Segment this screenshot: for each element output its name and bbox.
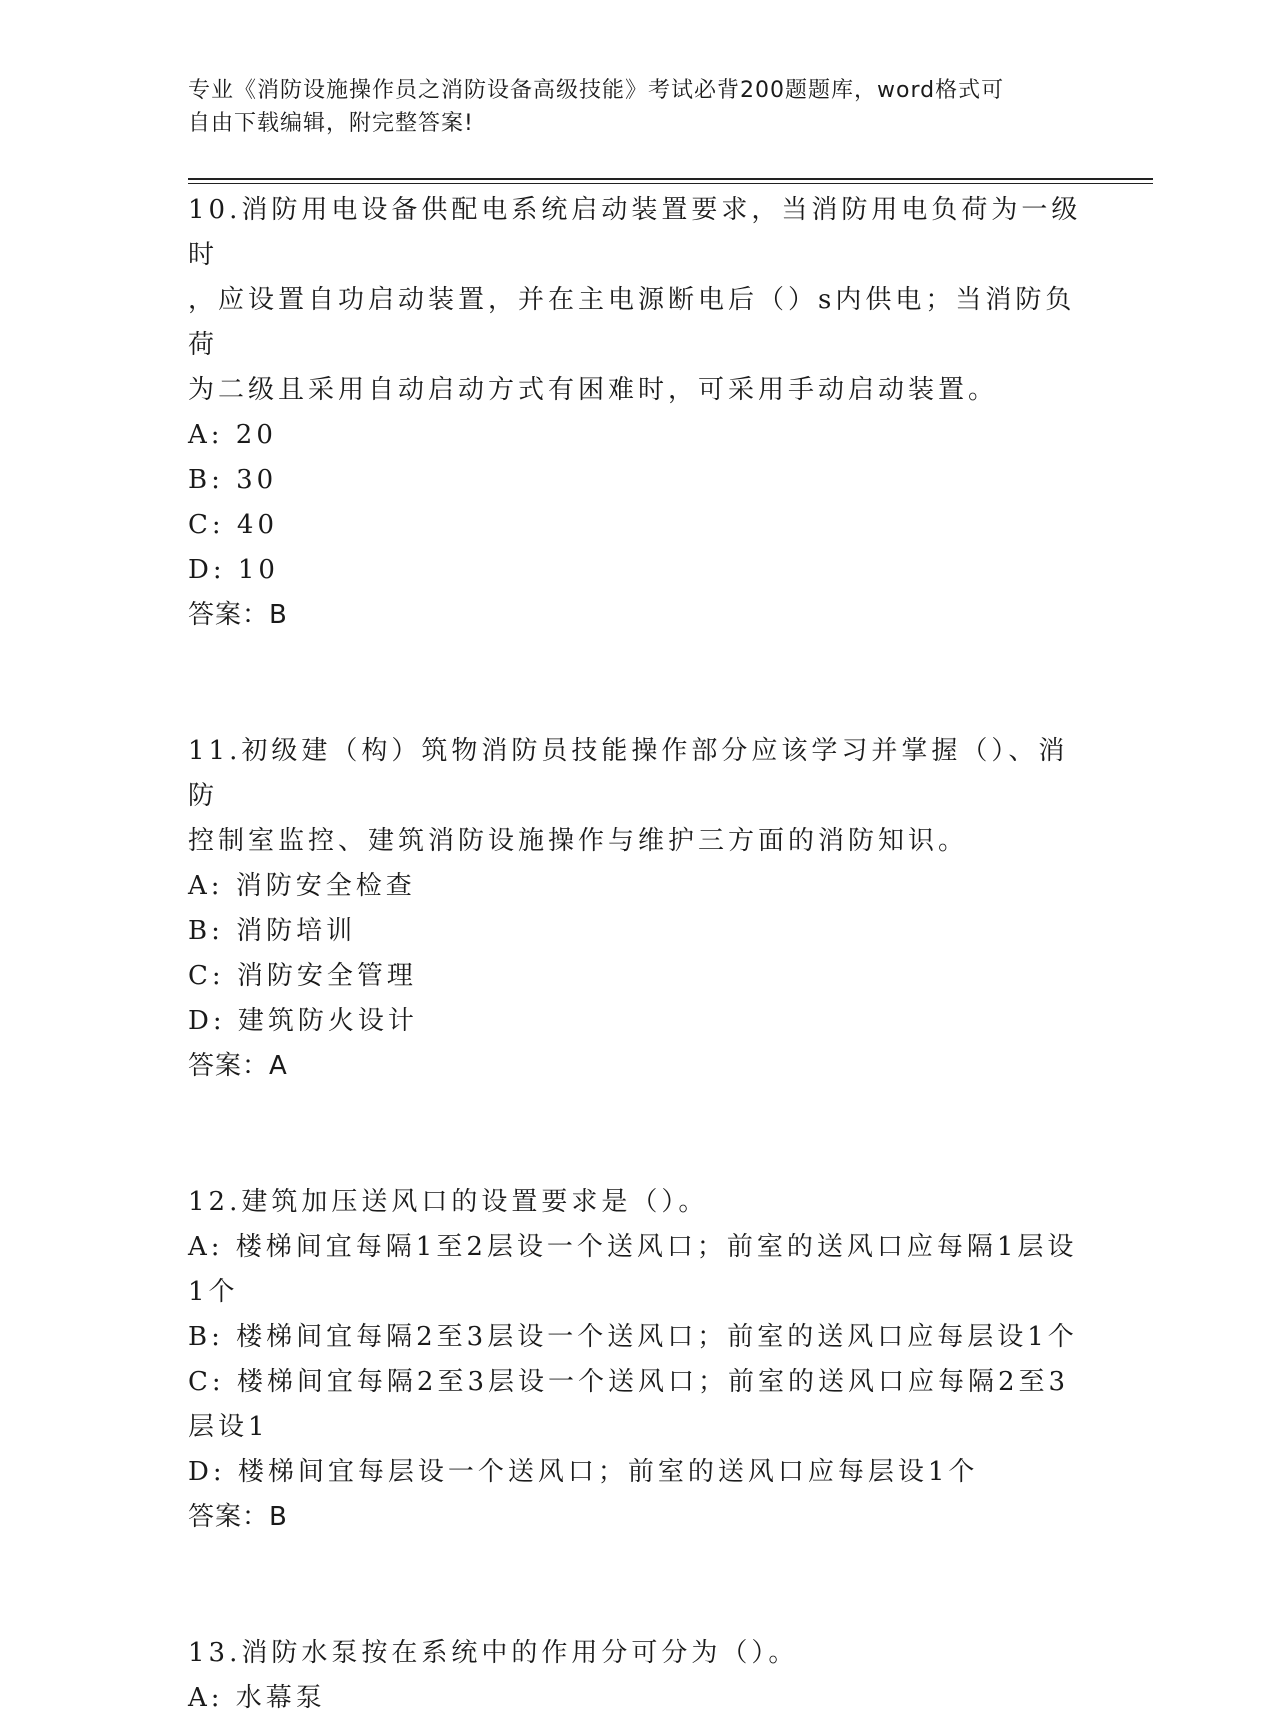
option-c: C: 消防安全管理 xyxy=(188,961,417,991)
question-text-line: 控制室监控、建筑消防设施操作与维护三方面的消防知识。 xyxy=(188,826,969,856)
question-text-line: 11.初级建（构）筑物消防员技能操作部分应该学习并掌握（）、消防 xyxy=(188,736,1069,811)
question-list xyxy=(188,188,1088,1721)
option-a-continued: 1个 xyxy=(188,1277,239,1307)
answer: 答案：B xyxy=(188,1502,288,1532)
answer: 答案：A xyxy=(188,1051,288,1081)
header-line-1: 专业《消防设施操作员之消防设备高级技能》考试必背200题题库，word格式可 xyxy=(188,78,1005,103)
question-text-line: 10.消防用电设备供配电系统启动装置要求，当消防用电负荷为一级时 xyxy=(188,195,1082,270)
option-a: A: 20 xyxy=(188,420,277,450)
question-spacer xyxy=(188,1089,1088,1180)
option-a: A: 消防安全检查 xyxy=(188,871,416,901)
question-11 xyxy=(188,729,1088,1089)
option-d: D: 建筑防火设计 xyxy=(188,1006,418,1036)
option-c-continued: 层设1 xyxy=(188,1412,269,1442)
option-b: B: 楼梯间宜每隔2至3层设一个送风口；前室的送风口应每层设1个 xyxy=(188,1322,1078,1352)
option-a: A: 楼梯间宜每隔1至2层设一个送风口；前室的送风口应每隔1层设 xyxy=(188,1232,1078,1262)
option-a: A: 水幕泵 xyxy=(188,1683,326,1713)
answer: 答案：B xyxy=(188,600,288,630)
question-spacer xyxy=(188,1540,1088,1631)
question-text-line: ，应设置自功启动装置，并在主电源断电后（）s内供电；当消防负荷 xyxy=(188,285,1076,360)
question-spacer xyxy=(188,638,1088,729)
header-divider-thin xyxy=(188,183,1153,184)
option-c: C: 楼梯间宜每隔2至3层设一个送风口；前室的送风口应每隔2至3 xyxy=(188,1367,1070,1397)
question-text-line: 12.建筑加压送风口的设置要求是（）。 xyxy=(188,1187,709,1217)
question-10 xyxy=(188,188,1088,638)
option-b: B: 30 xyxy=(188,465,278,495)
question-text-line: 为二级且采用自动启动方式有困难时，可采用手动启动装置。 xyxy=(188,375,999,405)
option-b: B: 消防培训 xyxy=(188,916,357,946)
header-divider-thick xyxy=(188,178,1153,180)
document-header xyxy=(188,74,1088,140)
question-12 xyxy=(188,1180,1088,1540)
question-text-line: 13.消防水泵按在系统中的作用分可分为（）。 xyxy=(188,1638,799,1668)
option-d: D: 楼梯间宜每层设一个送风口；前室的送风口应每层设1个 xyxy=(188,1457,979,1487)
option-c: C: 40 xyxy=(188,510,279,540)
option-d: D: 10 xyxy=(188,555,279,585)
question-13 xyxy=(188,1631,1088,1721)
header-line-2: 自由下载编辑，附完整答案! xyxy=(188,111,474,136)
